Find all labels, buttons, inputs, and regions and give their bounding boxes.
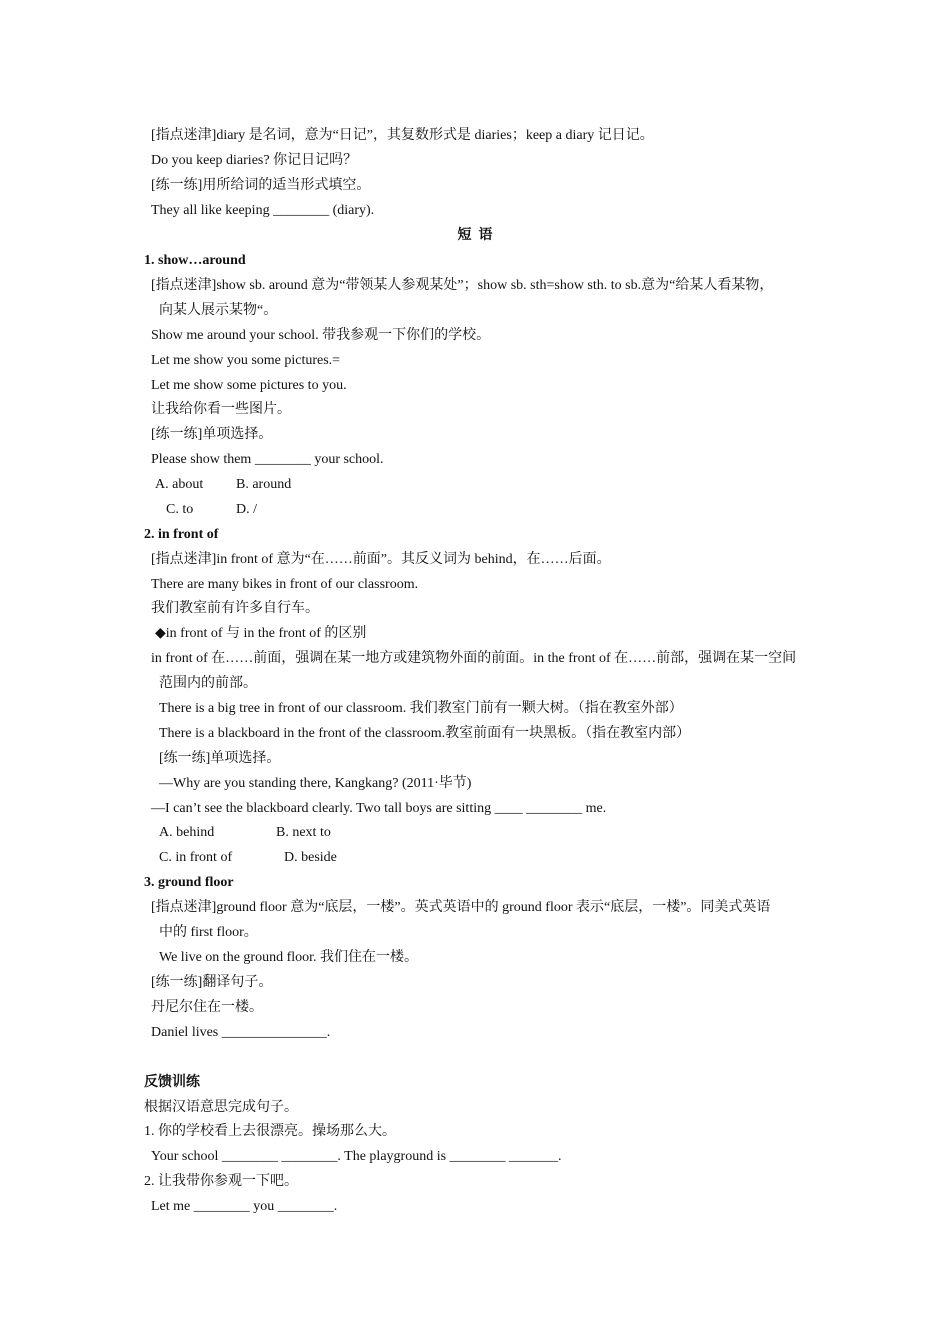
option-d: D. beside <box>284 850 337 865</box>
tip-ground-floor: [指点迷津]ground floor 意为“底层，一楼”。英式英语中的 ground floor 表示“底层，一楼”。同美式英语 <box>151 900 771 915</box>
feedback-question-2: 2. 让我带你参观一下吧。 <box>144 1174 298 1189</box>
dialogue-line: —I can’t see the blackboard clearly. Two tall boys are sitting ____ ________ me. <box>151 801 607 816</box>
example-sentence: There are many bikes in front of our classroom. <box>151 577 419 592</box>
feedback-question-1: 1. 你的学校看上去很漂亮。操场那么大。 <box>144 1124 396 1139</box>
exercise-heading: [练一练]用所给词的适当形式填空。 <box>151 178 371 193</box>
exercise-item: Daniel lives _______________. <box>151 1025 331 1040</box>
tip-show-around: [指点迷津]show sb. around 意为“带领某人参观某处”；show sb. sth=show sth. to sb.意为“给某人看某物， <box>151 278 774 293</box>
option-a: A. behind <box>159 825 215 840</box>
tip-ground-floor-cont: 中的 first floor。 <box>159 925 258 940</box>
section-title-phrases: 短 语 <box>457 228 493 243</box>
dialogue-line: —Why are you standing there, Kangkang? (2011·毕节) <box>159 776 472 791</box>
phrase-heading-1: 1. show…around <box>144 253 246 268</box>
example-translation: 我们教室前有许多自行车。 <box>151 601 319 616</box>
exercise-heading: [练一练]翻译句子。 <box>151 975 273 990</box>
option-a: A. about <box>155 477 204 492</box>
feedback-answer-1: Your school ________ ________. The playground is ________ _______. <box>151 1149 562 1164</box>
example-translation: 让我给你看一些图片。 <box>151 402 291 417</box>
example-sentence: Let me show some pictures to you. <box>151 378 347 393</box>
example-sentence: Let me show you some pictures.= <box>151 353 341 368</box>
example-sentence: There is a blackboard in the front of the classroom.教室前面有一块黑板。（指在教室内部） <box>159 726 691 741</box>
tip-in-front-of: [指点迷津]in front of 意为“在……前面”。其反义词为 behind，在……后面。 <box>151 552 611 567</box>
comparison-heading: ◆in front of 与 in the front of 的区别 <box>155 626 367 641</box>
tip-show-around-cont: 向某人展示某物“。 <box>159 303 278 318</box>
option-b: B. next to <box>276 825 331 840</box>
example-sentence: There is a big tree in front of our classroom. 我们教室门前有一颗大树。（指在教室外部） <box>159 701 683 716</box>
example-sentence: Show me around your school. 带我参观一下你们的学校。 <box>151 328 491 343</box>
comparison-text-cont: 范围内的前部。 <box>159 676 257 691</box>
feedback-answer-2: Let me ________ you ________. <box>151 1199 338 1214</box>
option-c: C. in front of <box>159 850 233 865</box>
exercise-heading: [练一练]单项选择。 <box>159 751 281 766</box>
feedback-instruction: 根据汉语意思完成句子。 <box>144 1100 298 1115</box>
exercise-heading: [练一练]单项选择。 <box>151 427 273 442</box>
tip-diary: [指点迷津]diary 是名词，意为“日记”，其复数形式是 diaries；keep a diary 记日记。 <box>151 128 654 143</box>
phrase-heading-3: 3. ground floor <box>144 875 234 890</box>
example-sentence: We live on the ground floor. 我们住在一楼。 <box>159 950 419 965</box>
section-title-feedback: 反馈训练 <box>144 1075 200 1090</box>
exercise-item: They all like keeping ________ (diary). <box>151 203 375 218</box>
example-diary: Do you keep diaries? 你记日记吗？ <box>151 153 358 168</box>
option-c: C. to <box>166 502 194 517</box>
option-b: B. around <box>236 477 292 492</box>
exercise-prompt: 丹尼尔住在一楼。 <box>151 1000 263 1015</box>
phrase-heading-2: 2. in front of <box>144 527 219 542</box>
comparison-text: in front of 在……前面，强调在某一地方或建筑物外面的前面。in the front of 在……前部，强调在某一空间 <box>151 651 797 666</box>
option-d: D. / <box>236 502 257 517</box>
exercise-question: Please show them ________ your school. <box>151 452 384 467</box>
